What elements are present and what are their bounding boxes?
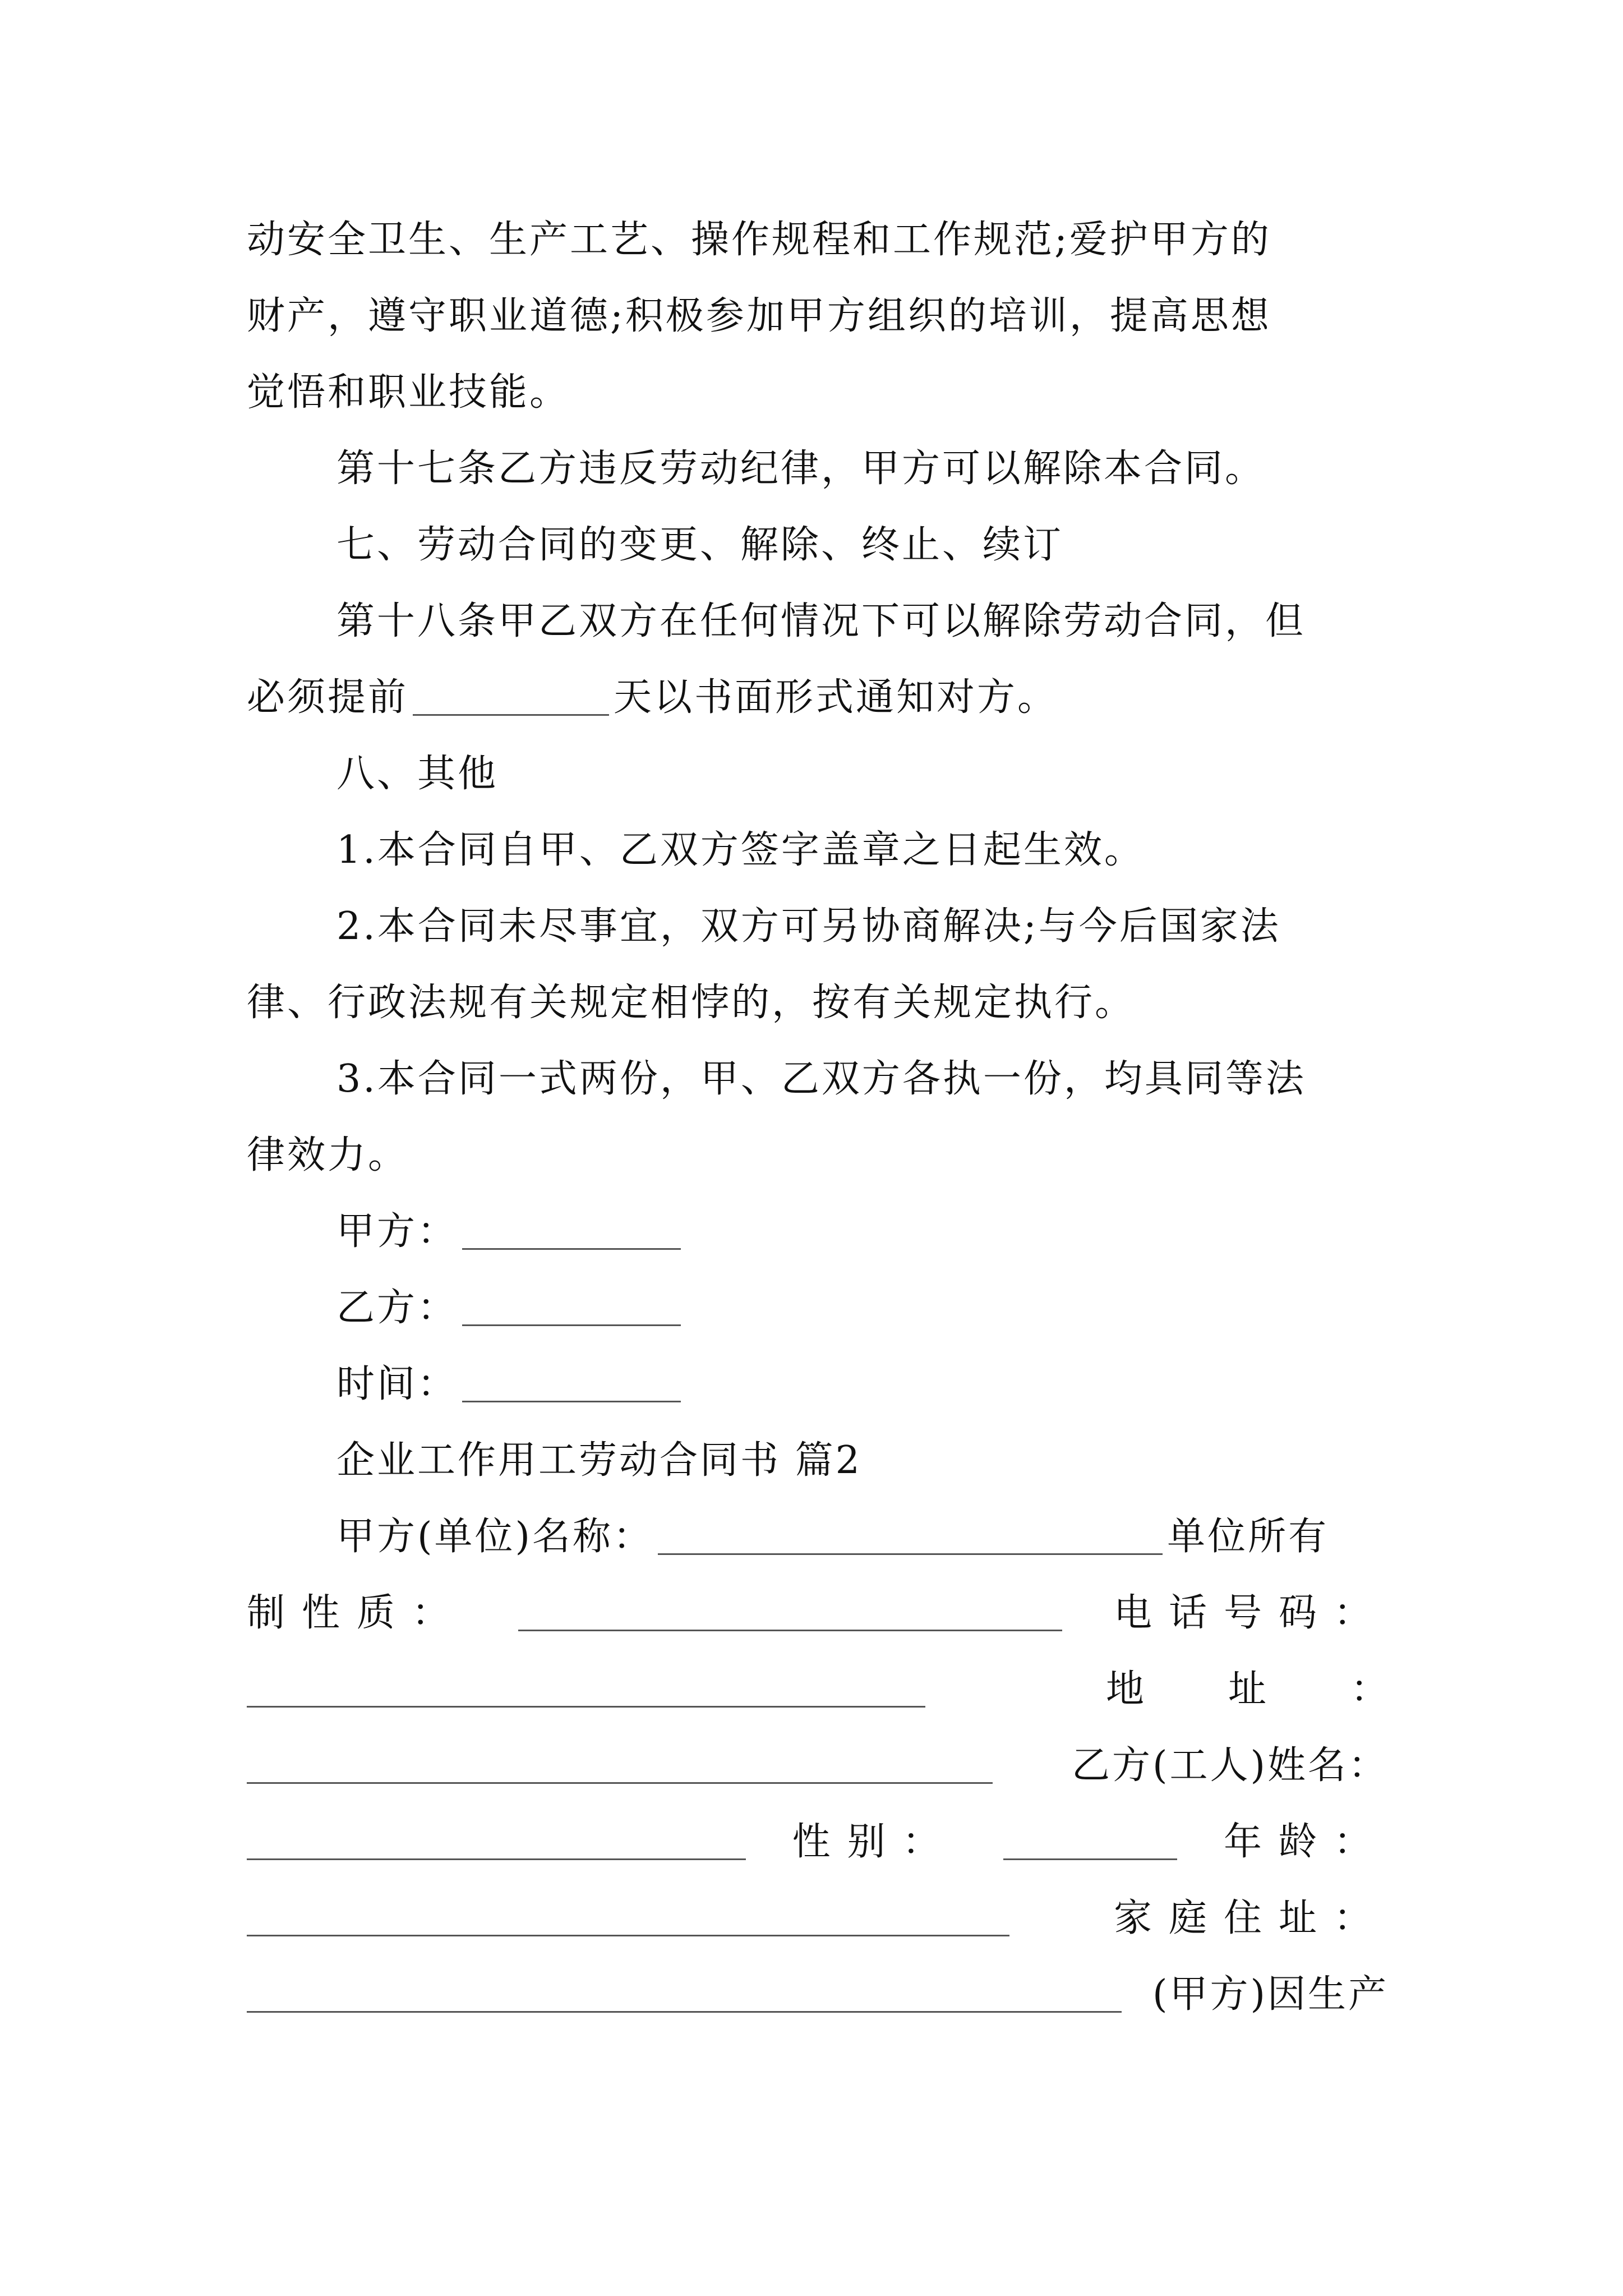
section-7-heading: 七、劳动合同的变更、解除、终止、续订 [336, 523, 1064, 567]
item-2-line-2: 律、行政法规有关规定相悖的，按有关规定执行。 [247, 981, 1136, 1025]
signature-party-a-label: 甲方： [336, 1209, 458, 1254]
signature-party-b [247, 1270, 1389, 1346]
signature-party-a [247, 1194, 1389, 1270]
item-3-line-2: 律效力。 [247, 1133, 409, 1177]
field-age-label: 年龄： [1223, 1820, 1389, 1864]
field-ownership-label-a: 单位所有 [1167, 1515, 1329, 1559]
signature-time [247, 1346, 1389, 1423]
document-page [247, 202, 1473, 2033]
signature-time-blank[interactable] [462, 1401, 681, 1402]
article-18-line-2 [247, 660, 1389, 736]
field-gender-blank[interactable] [1003, 1858, 1177, 1860]
field-age-blank[interactable] [247, 1935, 1009, 1936]
field-unit-name-blank[interactable] [658, 1553, 1163, 1555]
field-ownership-line [247, 1575, 1389, 1651]
field-home-blank[interactable] [247, 2011, 1122, 2013]
field-unit-name-label: 甲方(单位)名称： [336, 1515, 654, 1559]
field-home-line [247, 1957, 1389, 2033]
field-unit-name-line [247, 1499, 1389, 1575]
field-phone-blank[interactable] [247, 1706, 925, 1708]
para-duties-line-2: 财产，遵守职业道德;积极参加甲方组织的培训，提高思想 [247, 294, 1271, 338]
field-gender-label: 性别： [792, 1820, 957, 1864]
field-phone-line [247, 1651, 1473, 1728]
signature-party-a-blank[interactable] [462, 1248, 681, 1250]
field-address-blank[interactable] [247, 1782, 993, 1784]
field-phone-label: 电话号码： [1113, 1591, 1389, 1635]
article-18-text-a: 必须提前 [247, 675, 409, 720]
section-title-2: 企业工作用工劳动合同书 篇2 [336, 1438, 862, 1483]
notice-days-blank[interactable] [413, 714, 609, 716]
para-duties-line-1: 动安全卫生、生产工艺、操作规程和工作规范;爱护甲方的 [247, 218, 1271, 262]
field-worker-name-blank[interactable] [247, 1858, 746, 1860]
article-17: 第十七条乙方违反劳动纪律，甲方可以解除本合同。 [336, 447, 1266, 491]
field-worker-line [247, 1804, 1389, 1880]
signature-party-b-label: 乙方： [336, 1286, 458, 1330]
signature-party-b-blank[interactable] [462, 1324, 681, 1326]
field-worker-name-label: 乙方(工人)姓名： [1071, 1743, 1389, 1788]
item-1: 1.本合同自甲、乙双方签字盖章之日起生效。 [336, 828, 1145, 872]
field-age-line [247, 1880, 1389, 1957]
field-last-text: (甲方)因生产 [1152, 1972, 1389, 2017]
para-duties-line-3: 觉悟和职业技能。 [247, 370, 570, 415]
item-2-line-1: 2.本合同未尽事宜，双方可另协商解决;与今后国家法 [336, 904, 1281, 949]
section-8-heading: 八、其他 [336, 752, 499, 796]
field-address-label: 地址： [1105, 1667, 1473, 1711]
field-ownership-label-b: 制性质： [247, 1591, 467, 1635]
item-3-line-1: 3.本合同一式两份，甲、乙双方各执一份，均具同等法 [336, 1057, 1306, 1101]
signature-time-label: 时间： [336, 1362, 458, 1406]
field-home-label: 家庭住址： [1113, 1896, 1389, 1940]
article-18-line-1: 第十八条甲乙双方在任何情况下可以解除劳动合同，但 [336, 599, 1306, 643]
article-18-text-b: 天以书面形式通知对方。 [614, 675, 1058, 720]
field-address-line [247, 1728, 1389, 1804]
field-ownership-blank[interactable] [518, 1630, 1062, 1631]
